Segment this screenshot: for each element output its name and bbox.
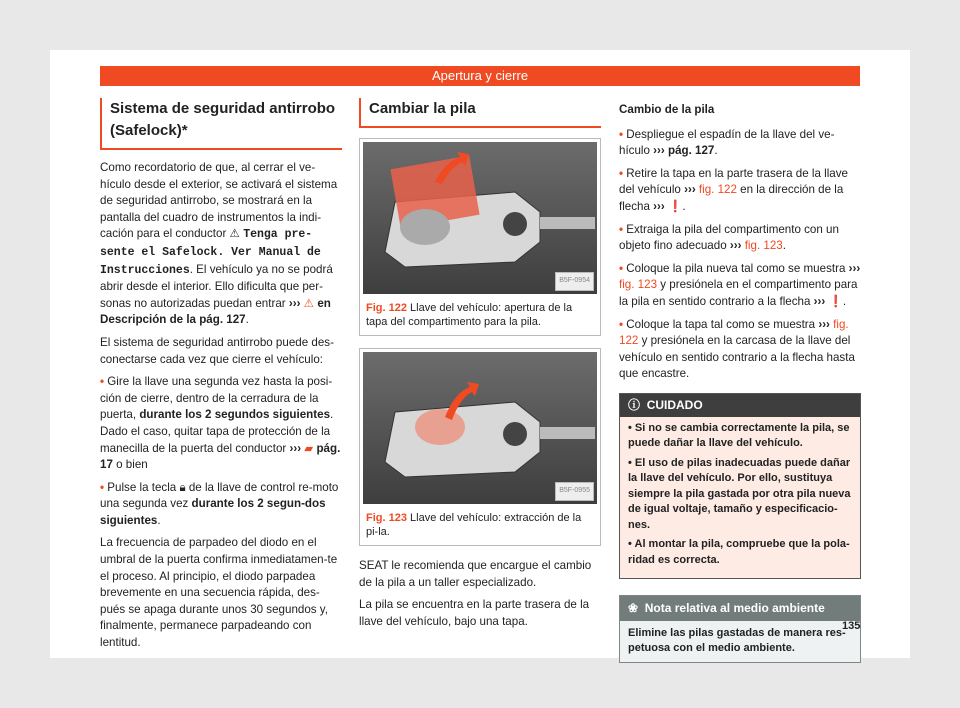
figure-number: Fig. 123: [366, 512, 407, 524]
flower-icon: ❀: [628, 601, 639, 615]
book-icon: ▰: [304, 441, 314, 455]
text: . El vehículo ya no se podrá abrir desde el interior. Ello dificulta que per-sonas no autorizadas puedan entrar: [100, 262, 333, 310]
env-title: [620, 596, 860, 621]
display-message: Tenga pre-sente el Safelock. Ver Manual de Instrucciones: [100, 228, 321, 277]
text: Llave del vehículo: apertura de la tapa del compartimento para la pila.: [366, 302, 573, 328]
list-item: • Coloque la pila nueva tal como se muestra ››› fig. 123 y presiónela en el compartimento para la pila en sentido contrario a la flecha ››› ❗.: [619, 261, 861, 308]
page-link[interactable]: en Descripción de la pág. 127: [100, 296, 331, 327]
caution-box: [619, 393, 861, 579]
paragraph: La frecuencia de parpadeo del diodo en el umbral de la puerta confirma inmediatamen-te el proceso. Al principio, el diodo parpadea brevemente en una secuencia rápida, des-pués se apaga durante unos 30 segundos y, finalmente, permanece parpadeando con lentitud.: [100, 536, 338, 650]
text: Si no se cambia correctamente la pila, se puede dañar la llave del vehículo.: [628, 421, 850, 449]
paragraph: Como recordatorio de que, al cerrar el ve-hículo desde el exterior, se activará el sistema de seguridad antirrobo, se mostrará en la pantalla del cuadro de instrumentos la indi-cación para el conductor ⚠ Tenga pre-sente el Safelock. Ver Manual de Instrucciones. El vehículo ya no se podrá abrir desde el interior. Ello dificulta que per-sonas no autorizadas puedan entrar ››› ⚠ en Descripción de la pág. 127.: [100, 161, 338, 327]
list-item: • Extraiga la pila del compartimento con un objeto fino adecuado ››› fig. 123.: [619, 222, 839, 253]
paragraph: El sistema de seguridad antirrobo puede des-conectarse cada vez que cierre el vehículo:: [100, 335, 334, 366]
caution-icon: ❗: [667, 199, 683, 213]
figure-123: [359, 348, 601, 546]
text: en la dirección de la flecha: [619, 183, 844, 213]
right-column: [619, 98, 861, 663]
section-heading: Cambiar la pila: [359, 98, 601, 128]
text: durante los 2 segun-dos siguientes: [100, 497, 326, 527]
key-battery-removal-image: [363, 352, 597, 504]
figure-code: B5F-0955: [555, 482, 594, 501]
text: y presiónela en el compartimento para la pila en sentido contrario a la flecha: [619, 278, 858, 308]
text: CUIDADO: [646, 397, 703, 412]
page-number: 135: [842, 620, 861, 632]
figure-caption: [360, 297, 600, 335]
text: Gire la llave una segunda vez hasta la posi-ción de cierre, dentro de la cerradura de la puerta,: [100, 375, 333, 422]
section-heading: Sistema de seguridad antirrobo (Safelock)*: [100, 98, 342, 150]
warning-icon: ⚠: [303, 296, 315, 310]
text: Coloque la tapa tal como se muestra: [626, 317, 819, 331]
arrow-ref-icon: ›››: [288, 296, 304, 310]
info-circle-icon: ⓘ: [628, 397, 641, 412]
text: Retire la tapa en la parte trasera de la llave del vehículo: [619, 166, 848, 197]
text: Pulse la tecla: [107, 480, 180, 494]
text: durante los 2 segundos siguientes: [139, 408, 331, 422]
text: o bien: [112, 458, 148, 472]
text: de la llave de control re-moto una segunda vez: [100, 480, 339, 511]
text: Despliegue el espadín de la llave del ve-hículo: [619, 127, 835, 158]
bullet-icon: •: [619, 127, 627, 141]
figure-link[interactable]: fig. 122: [698, 183, 737, 197]
list-item: [100, 374, 342, 474]
paragraph: SEAT le recomienda que encargue el cambio de la pila a un taller especializado.: [359, 559, 592, 589]
lock-key-icon: 🔒︎: [179, 480, 186, 494]
bullet-icon: •: [619, 317, 627, 331]
caution-title: [620, 394, 860, 417]
bullet-icon: •: [619, 222, 627, 236]
chapter-header: Apertura y cierre: [100, 66, 860, 86]
caution-icon: ❗: [828, 294, 843, 308]
figure-link[interactable]: fig. 123: [744, 239, 783, 253]
text: Coloque la pila nueva tal como se muestra: [626, 261, 849, 275]
list-item: • Si no se cambia correctamente la pila, se puede dañar la llave del vehículo.: [628, 421, 850, 449]
figure-code: B5F-0954: [555, 272, 594, 291]
warning-icon: ⚠: [229, 227, 240, 241]
subsection-heading: Cambio de la pila: [619, 103, 715, 116]
bullet-icon: •: [100, 480, 108, 494]
list-item: • Pulse la tecla 🔒︎ de la llave de control re-moto una segunda vez durante los 2 segun-dos siguientes.: [100, 480, 339, 527]
page-link[interactable]: pág. 17: [100, 441, 341, 472]
arrow-ref-icon: ›››: [289, 441, 305, 455]
left-column: [100, 98, 342, 658]
list-item: • Coloque la tapa tal como se muestra ››› fig. 122 y presiónela en la carcasa de la llave del vehículo en sentido contrario a la flecha hasta que encastre.: [619, 317, 855, 381]
middle-column: [359, 98, 601, 636]
environment-note-box: [619, 595, 861, 663]
paragraph: La pila se encuentra en la parte trasera de la llave del vehículo, bajo una tapa.: [359, 598, 590, 628]
list-item: • Al montar la pila, compruebe que la pola-ridad es correcta.: [628, 538, 850, 566]
env-text: Elimine las pilas gastadas de manera res-petuosa con el medio ambiente.: [620, 621, 860, 662]
page-link[interactable]: pág. 127: [667, 144, 715, 158]
list-item: • Retire la tapa en la parte trasera de la llave del vehículo ››› fig. 122 en la dirección de la flecha ››› ❗.: [619, 166, 848, 213]
figure-number: Fig. 122: [366, 302, 407, 314]
figure-122: [359, 138, 601, 336]
list-item: • Despliegue el espadín de la llave del ve-hículo ››› pág. 127.: [619, 127, 835, 158]
text: El uso de pilas inadecuadas puede dañar la llave del vehículo. Por ello, sustituya siempre la pila gastada por otra pila nueva de igual voltaje, tamaño y especificacio-nes.: [628, 456, 851, 531]
text: Como recordatorio de que, al cerrar el ve-hículo desde el exterior, se activará el sistema de seguridad antirrobo, se mostrará en la pantalla del cuadro de instrumentos la indi-cación para el conductor: [100, 161, 338, 241]
text: Extraiga la pila del compartimento con un objeto fino adecuado: [619, 222, 839, 253]
text: Llave del vehículo: extracción de la pi-la.: [366, 512, 582, 538]
bullet-icon: •: [100, 375, 108, 389]
list-item: • El uso de pilas inadecuadas puede dañar la llave del vehículo. Por ello, sustituya siempre la pila gastada por otra pila nueva de igual voltaje, tamaño y especificacio-nes.: [628, 456, 851, 531]
bullet-icon: •: [619, 166, 627, 180]
figure-link[interactable]: fig. 123: [619, 278, 658, 292]
figure-caption: [360, 507, 600, 545]
text: Al montar la pila, compruebe que la pola-ridad es correcta.: [628, 538, 850, 566]
bullet-icon: •: [619, 261, 627, 275]
text: Nota relativa al medio ambiente: [644, 601, 825, 615]
figure-link[interactable]: fig. 122: [619, 317, 849, 348]
key-battery-cover-image: [363, 142, 597, 294]
text: . Dado el caso, quitar tapa de protección de la manecilla de la puerta del conductor: [100, 408, 334, 455]
text: y presiónela en la carcasa de la llave del vehículo en sentido contrario a la flecha hasta que encastre.: [619, 334, 855, 381]
